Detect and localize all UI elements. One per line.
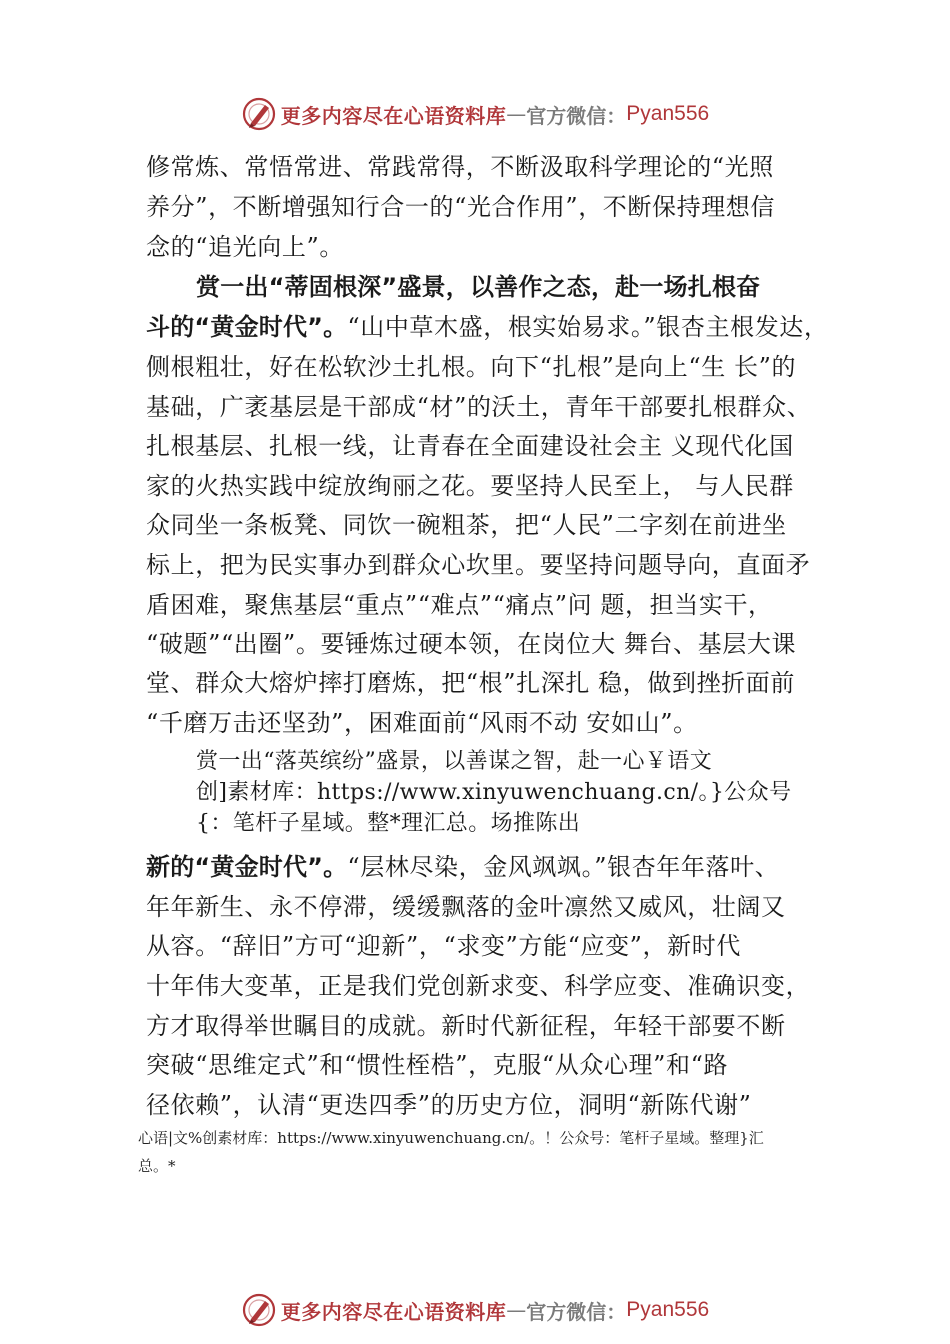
body-line: 养分”，不断增强知行合一的“光合作用”，不断保持理想信	[146, 193, 776, 221]
banner-wechat-id: Pyan556	[626, 102, 710, 125]
footer-note-line: 总。*	[138, 1157, 176, 1175]
body-line: 基础，广袤基层是干部成“材”的沃土，青年干部要扎根群众、	[146, 393, 812, 421]
section-heading-end: 斗的“黄金时代”。	[146, 313, 348, 341]
body-line: 十年伟大变革，正是我们党创新求变、科学应变、准确识变，	[146, 972, 811, 1000]
body-line: 众同坐一条板凳、同饮一碗粗茶，把“人民”二字刻在前进坐	[146, 511, 787, 539]
body-line: 念的“追光向上”。	[146, 233, 344, 261]
watermark-note-line: 赏一出“落英缤纷”盛景，以善谋之智，赴一心￥语文	[196, 749, 713, 774]
body-line: 家的火热实践中绽放绚丽之花。要坚持人民至上， 与人民群	[146, 472, 794, 500]
banner-wechat-label: 官方微信：	[526, 1299, 627, 1324]
header-banner	[0, 94, 950, 134]
watermark-note-line: 创]素材库：https://www.xinyuwenchuang.cn/。}公众号	[196, 780, 792, 805]
banner-separator: —	[506, 102, 527, 126]
body-line: “破题”“出圈”。要锤炼过硬本领，在岗位大 舞台、基层大课	[146, 630, 797, 658]
footer-banner	[0, 1290, 950, 1330]
body-line	[146, 852, 779, 882]
body-line-rest: “层林尽染，金风飒飒。”银杏年年落叶、	[347, 853, 780, 881]
body-line: 从容。“辞旧”方可“迎新”，“求变”方能“应变”，新时代	[146, 932, 741, 960]
section-heading-end: 新的“黄金时代”。	[146, 853, 348, 881]
banner-wechat-id: Pyan556	[626, 1298, 710, 1321]
body-line: 径依赖”，认清“更迭四季”的历史方位，洞明“新陈代谢”	[146, 1091, 752, 1119]
body-line: 侧根粗壮，好在松软沙土扎根。向下“扎根”是向上“生 长”的	[146, 353, 797, 381]
body-line: 盾困难，聚焦基层“重点”“难点”“痛点”问 题，担当实干，	[146, 591, 773, 619]
body-line-rest: “山中草木盛，根实始易求。”银杏主根发达，	[347, 313, 829, 341]
body-line	[146, 312, 829, 342]
body-line: 方才取得举世瞩目的成就。新时代新征程，年轻干部要不断	[146, 1012, 786, 1040]
banner-separator: —	[506, 1298, 527, 1322]
body-line: 年年新生、永不停滞，缓缓飘落的金叶凛然又威风，壮阔又	[146, 893, 786, 921]
banner-wechat-label: 官方微信：	[526, 103, 627, 128]
body-line: “千磨万击还坚劲”，困难面前“风雨不动 安如山”。	[146, 709, 698, 737]
watermark-note-line: {：笔杆子星域。整*理汇总。场推陈出	[196, 811, 581, 836]
section-heading: 赏一出“蒂固根深”盛景，以善作之态，赴一场扎根奋	[196, 273, 761, 301]
footer-note-line: 心语|文%创素材库：https://www.xinyuwenchuang.cn/。！公众号：笔杆子星域。整理}汇	[138, 1129, 764, 1147]
pen-logo-icon	[241, 1292, 277, 1328]
body-line: 堂、群众大熔炉摔打磨炼，把“根”扎深扎 稳，做到挫折面前	[146, 669, 795, 697]
body-line: 修常炼、常悟常进、常践常得，不断汲取科学理论的“光照	[146, 153, 774, 181]
pen-logo-icon	[241, 96, 277, 132]
banner-title: 更多内容尽在心语资料库	[280, 103, 507, 128]
body-line: 扎根基层、扎根一线，让青春在全面建设社会主 义现代化国	[146, 432, 794, 460]
body-line: 突破“思维定式”和“惯性桎梏”，克服“从众心理”和“路	[146, 1051, 729, 1079]
body-line: 标上，把为民实事办到群众心坎里。要坚持问题导向，直面矛	[146, 551, 811, 579]
banner-title: 更多内容尽在心语资料库	[280, 1299, 507, 1324]
